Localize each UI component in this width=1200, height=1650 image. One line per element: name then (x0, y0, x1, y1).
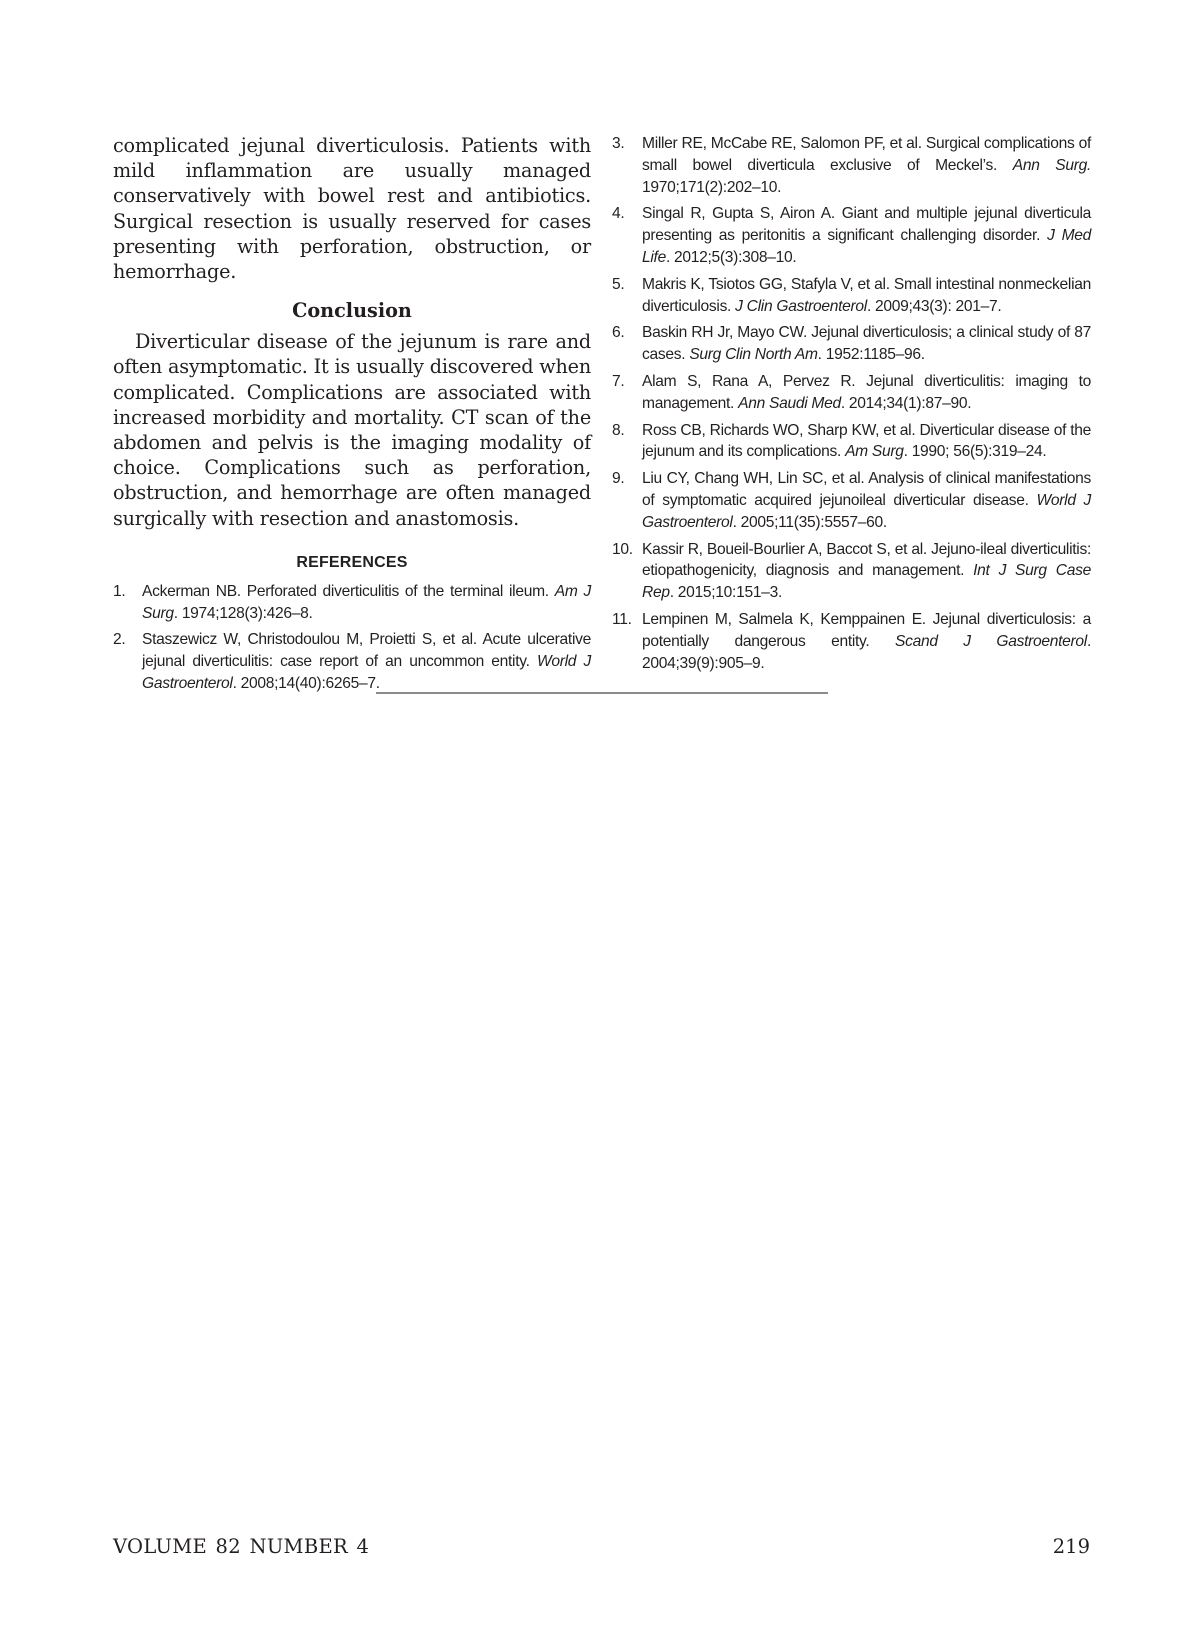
reference-journal: World J Gastroenterol (142, 653, 591, 693)
reference-item (612, 371, 1091, 415)
reference-journal: J Clin Gastroenterol (735, 297, 867, 315)
reference-list-left (113, 581, 591, 695)
reference-details: . 2014;34(1):87–90. (840, 394, 972, 412)
reference-list-right (612, 133, 1091, 674)
reference-details: . 1952:1185–96. (817, 346, 925, 364)
reference-journal: Am J Surg (142, 582, 591, 622)
reference-journal: Ann Saudi Med (738, 394, 841, 412)
reference-item (612, 133, 1091, 198)
reference-item (612, 609, 1091, 674)
reference-number: 8. (612, 421, 625, 439)
reference-number: 1. (113, 582, 126, 600)
reference-details: . 2008;14(40):6265–7. (232, 675, 380, 693)
reference-item (612, 274, 1091, 318)
reference-journal: World J Gastroenterol (642, 491, 1091, 531)
conclusion-paragraph: Diverticular disease of the jejunum is rare and often asymptomatic. It is usually discovered when complicated. Complications are associated with increased morbidity and mortality. CT scan of the abdomen and pelvis is the imaging modality of choice. Complications such as perforation, obstruction, and hemorrhage are often managed surgically with resection and anastomosis. (113, 330, 591, 530)
reference-details: . 2012;5(3):308–10. (665, 248, 797, 266)
reference-number: 4. (612, 205, 625, 223)
reference-item (612, 420, 1091, 464)
reference-number: 5. (612, 275, 625, 293)
reference-item (612, 322, 1091, 366)
reference-text: Ackerman NB. Perforated diverticulitis of the terminal ileum. (142, 582, 555, 600)
reference-item (113, 581, 591, 625)
section-divider (376, 692, 828, 694)
reference-text: Alam S, Rana A, Pervez R. Jejunal diverticulitis: imaging to management. (642, 372, 1091, 412)
left-column (113, 133, 591, 700)
reference-text: Ross CB, Richards WO, Sharp KW, et al. Diverticular disease of the jejunum and its complications. (642, 421, 1091, 461)
reference-journal: Surg Clin North Am (689, 346, 818, 364)
reference-number: 10. (612, 540, 633, 558)
reference-journal: Ann Surg. (1012, 156, 1091, 174)
reference-details: . 2009;43(3): 201–7. (866, 297, 1002, 315)
reference-details: . 2015;10:151–3. (669, 584, 782, 602)
reference-text: Kassir R, Boueil-Bourlier A, Baccot S, et al. Jejuno-ileal diverticulitis: etiopathogenicity, diagnosis and management. (642, 540, 1091, 580)
reference-details: . 1990; 56(5):319–24. (903, 443, 1047, 461)
reference-details: 1970;171(2):202–10. (642, 178, 782, 196)
reference-item (113, 629, 591, 694)
reference-details: . 2004;39(9):905–9. (642, 632, 1091, 672)
reference-journal: Am Surg (845, 443, 904, 461)
reference-journal: Int J Surg Case Rep (642, 562, 1091, 602)
footer-page-number: 219 (1052, 1535, 1090, 1558)
reference-text: Singal R, Gupta S, Airon A. Giant and multiple jejunal diverticula presenting as peritonitis a significant challenging disorder. (642, 205, 1091, 245)
references-heading: REFERENCES (296, 553, 408, 571)
reference-number: 3. (612, 135, 625, 152)
reference-text: Liu CY, Chang WH, Lin SC, et al. Analysis of clinical manifestations of symptomatic acquired jejunoileal diverticular disease. (642, 470, 1091, 509)
right-column (612, 133, 1091, 679)
reference-details: . 2005;11(35):5557–60. (732, 513, 887, 531)
footer-volume: VOLUME 82 NUMBER 4 (113, 1535, 370, 1558)
reference-text: Staszewicz W, Christodoulou M, Proietti S, et al. Acute ulcerative jejunal diverticulitis: case report of an uncommon entity. (142, 631, 591, 671)
reference-text: Baskin RH Jr, Mayo CW. Jejunal diverticulosis; a clinical study of 87 cases. (642, 324, 1091, 364)
reference-text: Makris K, Tsiotos GG, Stafyla V, et al. Small intestinal nonmeckelian diverticulosis. (642, 275, 1091, 315)
reference-journal: J Med Life (642, 227, 1092, 266)
reference-text: Lempinen M, Salmela K, Kemppainen E. Jejunal diverticulosis: a potentially dangerous entity. (642, 610, 1091, 650)
reference-number: 11. (612, 610, 632, 628)
reference-item (612, 539, 1091, 604)
reference-item (612, 203, 1091, 268)
discussion-paragraph: complicated jejunal diverticulosis. Patients with mild inflammation are usually managed conservatively with bowel rest and antibiotics. Surgical resection is usually reserved for cases presenting with perforation, obstruction, or hemorrhage. (113, 134, 591, 284)
reference-item (612, 468, 1091, 533)
reference-number: 6. (612, 324, 625, 342)
reference-number: 9. (612, 470, 625, 488)
reference-number: 2. (113, 631, 126, 649)
reference-text: Miller RE, McCabe RE, Salomon PF, et al. Surgical complications of small bowel diverticula exclusive of Meckel’s. (642, 135, 1091, 174)
reference-number: 7. (612, 372, 625, 390)
reference-details: . 1974;128(3):426–8. (173, 604, 313, 622)
conclusion-heading: Conclusion (292, 299, 412, 323)
reference-journal: Scand J Gastroenterol (895, 632, 1087, 650)
